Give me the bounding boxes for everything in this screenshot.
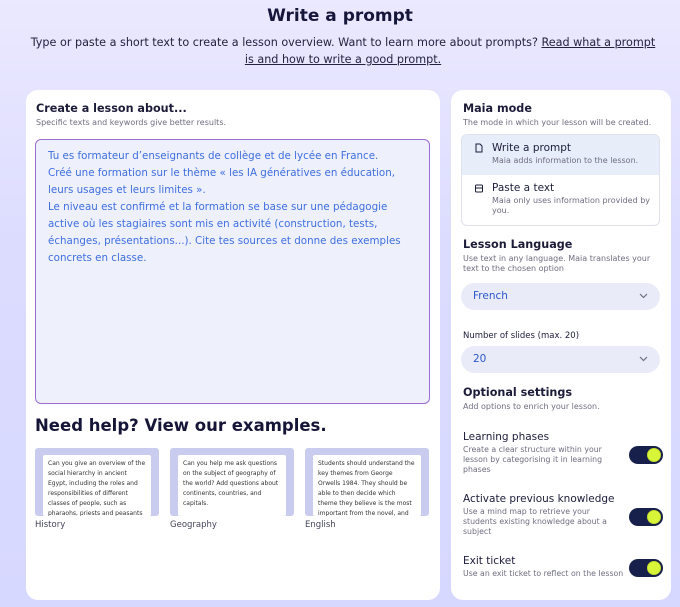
mode-option-desc: Maia only uses information provided by you.	[492, 196, 650, 215]
mode-option-title: Paste a text	[492, 182, 555, 194]
lesson-hint: Specific texts and keywords give better results.	[36, 118, 227, 127]
mode-option-write-prompt[interactable]	[462, 135, 659, 175]
example-label: English	[305, 520, 336, 530]
toggle-knob	[647, 561, 661, 575]
example-card-history[interactable]	[35, 448, 159, 530]
prompt-textarea[interactable]: Tu es formateur d’enseignants de collège et de lycée en France. Créé une formation sur le thème « les IA génératives en éducation, leurs usages et leurs limites ». Le niveau est confirmé et la formation se base sur une pédagogie active où les stagiaires sont mis en activité (construction, tests, échanges, présentations...). Cite tes sources et donne des exemples concrets en classe.	[35, 139, 430, 404]
prompt-help-link[interactable]: Read what a prompt is and how to write a good prompt.	[244, 36, 656, 66]
mode-header	[463, 102, 651, 128]
toggle-row-learning-phases	[463, 431, 663, 475]
language-value: French	[473, 290, 508, 302]
toggle-title: Activate previous knowledge	[463, 493, 615, 505]
optional-header	[463, 386, 600, 412]
example-card-geography[interactable]	[170, 448, 294, 530]
optional-heading: Optional settings	[463, 386, 573, 399]
language-heading: Lesson Language	[463, 238, 573, 251]
toggle-title: Learning phases	[463, 431, 550, 443]
clipboard-icon	[474, 183, 484, 193]
optional-hint: Add options to enrich your lesson.	[463, 402, 600, 411]
example-text: Students should understand the key themes from George Orwells 1984. They should be able to then decide which theme they believe is the most important from the novel, and	[313, 455, 421, 516]
example-label: History	[35, 520, 66, 530]
toggle-desc: Use an exit ticket to reflect on the lesson	[463, 569, 624, 578]
slides-value: 20	[473, 353, 487, 365]
chevron-down-icon	[639, 356, 648, 362]
mode-option-title: Write a prompt	[492, 142, 572, 154]
language-select[interactable]	[461, 283, 660, 310]
language-header	[463, 238, 663, 274]
document-icon	[474, 143, 484, 153]
mode-hint: The mode in which your lesson will be created.	[463, 118, 652, 127]
example-card-english[interactable]	[305, 448, 429, 530]
toggle-desc: Use a mind map to retrieve your students existing knowledge about a subject	[463, 507, 607, 536]
mode-option-desc: Maia adds information to the lesson.	[492, 156, 639, 165]
mode-selector	[461, 134, 660, 226]
mode-heading: Maia mode	[463, 102, 532, 115]
mode-option-paste-text[interactable]	[462, 175, 659, 226]
language-hint: Use text in any language. Maia translates your text to the chosen option	[463, 254, 651, 273]
example-text: Can you give an overview of the social hierarchy in ancient Egypt, including the roles and responsibilities of different classes of people, such as pharaohs, priests and peasants	[43, 455, 151, 516]
example-text: Can you help me ask questions on the subject of geography of the world? Add questions about continents, countries, and capitals.	[178, 455, 286, 516]
learning-phases-toggle[interactable]	[629, 446, 663, 464]
help-heading: Need help? View our examples.	[35, 416, 327, 435]
lesson-heading: Create a lesson about...	[36, 102, 187, 115]
toggle-desc: Create a clear structure within your lesson by categorising it in learning phases	[463, 445, 603, 474]
settings-card	[451, 90, 671, 600]
lesson-header	[36, 102, 226, 128]
toggle-title: Exit ticket	[463, 555, 516, 567]
page-title: Write a prompt	[267, 6, 413, 26]
exit-ticket-toggle[interactable]	[629, 559, 663, 577]
subtitle-text: Type or paste a short text to create a lesson overview. Want to learn more about prompts?	[30, 36, 538, 49]
toggle-knob	[647, 510, 661, 524]
chevron-down-icon	[639, 293, 648, 299]
slides-label: Number of slides (max. 20)	[463, 331, 580, 341]
toggle-knob	[647, 448, 661, 462]
toggle-row-exit-ticket	[463, 555, 663, 579]
slides-select[interactable]	[461, 346, 660, 373]
previous-knowledge-toggle[interactable]	[629, 508, 663, 526]
lesson-card	[26, 90, 440, 600]
toggle-row-previous-knowledge	[463, 493, 663, 537]
example-label: Geography	[170, 520, 217, 530]
page-subtitle	[28, 34, 658, 68]
